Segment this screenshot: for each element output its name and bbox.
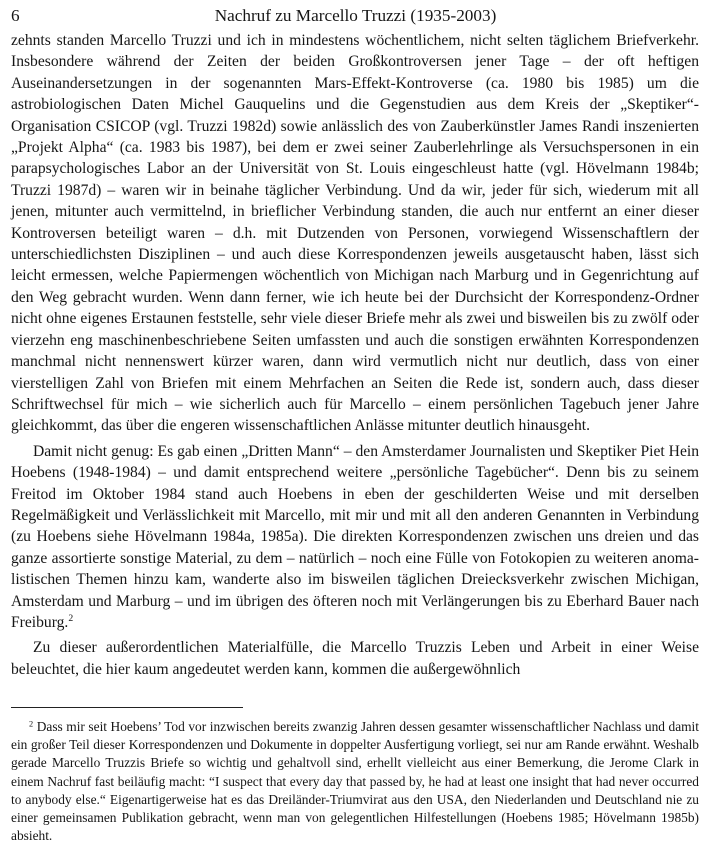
footnote-reference: 2 xyxy=(68,613,74,625)
footnote-divider xyxy=(11,707,243,708)
paragraph-1: zehnts standen Marcello Truzzi und ich in mindestens wöchentlichem, nicht selten täglichem Briefverkehr. Insbesondere während der Zeiten der beiden Großkontroversen jener Tage – der oft heftigen Auseinandersetzungen in der sogenannten Mars-Effekt-Kontroverse (ca. 1980 bis 1985) um die astrobiologischen Daten Michel Gauquelins und die Gegenstudien aus dem Kreis der „Skeptiker“-Organisation CSICOP (vgl. Truzzi 1982d) sowie anlässlich des von Zauberkünstler James Randi inszenierten „Projekt Alpha“ (ca. 1983 bis 1987), bei dem er zwei seiner Zauberlehrlinge als Versuchspersonen in ein parapsychologisches Labor an der Universität von St. Louis eingeschleust hatte (vgl. Hövelmann 1984b; Truzzi 1987d) – waren wir in beinahe täglicher Verbindung. Und da wir, jeder für sich, wiederum mit all jenen, mitunter auch vermittelnd, in brieflicher Verbindung standen, die auch nur entfernt an einer dieser Kontroversen beteiligt waren – d.h. mit Dutzenden von Personen, vorwiegend Wissenschaftlern der unterschiedlichsten Disziplinen – und auch diese Korrespondenzen jeweils ausgetauscht haben, lässt sich leicht ermessen, welche Papiermengen wöchentlich von Michigan nach Marburg und in Gegenrichtung auf den Weg gebracht wurden. Wenn dann ferner, wie ich heute bei der Durchsicht der Korrespondenz-Ordner nicht ohne eigenes Erstaunen feststelle, sehr viele dieser Briefe mehr als zwei und bisweilen bis zu zwölf oder vierzehn eng maschinenbeschriebene Seiten umfassten und auch die sonstigen erwähnten Korrespondenzen manchmal nicht nennenswert kürzer waren, dann wird vermutlich nicht nur deutlich, dass von einer vierstelligen Zahl von Briefen mit einem Mehrfachen an Seiten die Rede ist, sondern auch, dass dieser Schriftwechsel für mich – wie sicherlich auch für Marcello – einem persönlichen Tagebuch jener Jahre gleichkommt, das über die engeren wissenschaftlichen Anlässe mitunter deutlich hinausgeht. xyxy=(11,32,699,435)
footnote-text: Dass mir seit Hoebens’ Tod vor inzwischen bereits zwanzig Jahren dessen gesamter wissenschaftlicher Nachlass und damit ein großer Teil dieser Korrespondenzen und Dokumente in doppelter Ausfertigung vorliegt, sei nur am Rande erwähnt. Weshalb gerade Marcello Truzzis Briefe so wichtig und gehaltvoll sind, erhellt vielleicht aus einer Bemerkung, die Jerome Clark in einem Nachruf fast beiläufig macht: “I suspect that every day that passed by, he had at least one insight that had never occurred to anybody else.“ Eigenartigerweise hat es das Dreiländer-Triumvirat aus den USA, den Niederlanden und Deutschland nie zu einer gemeinsamen Publikation gebracht, wenn man von gelegentlichen Hilfestellungen (Hoebens 1985; Hövelmann 1985b) absieht. xyxy=(11,719,699,844)
paragraph-2 xyxy=(11,441,699,634)
paragraph-2-text: Damit nicht genug: Es gab einen „Dritten Mann“ – den Amsterdamer Journalisten und Skeptiker Piet Hein Hoebens (1948-1984) – und damit entsprechend weitere „persönliche Tagebücher“. Denn bis zu seinem Freitod im Oktober 1984 stand auch Hoebens in eben der geschilderten Weise und mit derselben Regelmäßigkeit und Verlässlichkeit mit Marcello, mit mir und mit all den anderen Genannten in Verbindung (zu Hoebens siehe Hövelmann 1984a, 1985a). Die direkten Korrespondenzen zwischen uns dreien und das ganze assortierte sonstige Material, zu dem – natürlich – noch eine Fülle von Fotokopien zu weiteren anomalistischen Themen hinzu kam, wanderte also im bisweilen täglichen Dreiecksverkehr zwischen Michigan, Amsterdam und Marburg – und im übrigen des öfteren noch mit Verlängerungen bis zu Eberhard Bauer nach Freiburg. xyxy=(11,442,699,631)
running-title: Nachruf zu Marcello Truzzi (1935-2003) xyxy=(214,6,497,25)
page-number: 6 xyxy=(11,6,20,25)
body-text xyxy=(11,30,699,680)
footnote-number: 2 xyxy=(29,719,34,729)
footnote xyxy=(11,718,699,845)
page-header xyxy=(11,3,700,29)
paragraph-3: Zu dieser außerordentlichen Materialfülle, die Marcello Truzzis Leben und Arbeit in einer Weise beleuchtet, die hier kaum angedeutet werden kann, kommen die außergewöhnlich xyxy=(11,639,699,678)
